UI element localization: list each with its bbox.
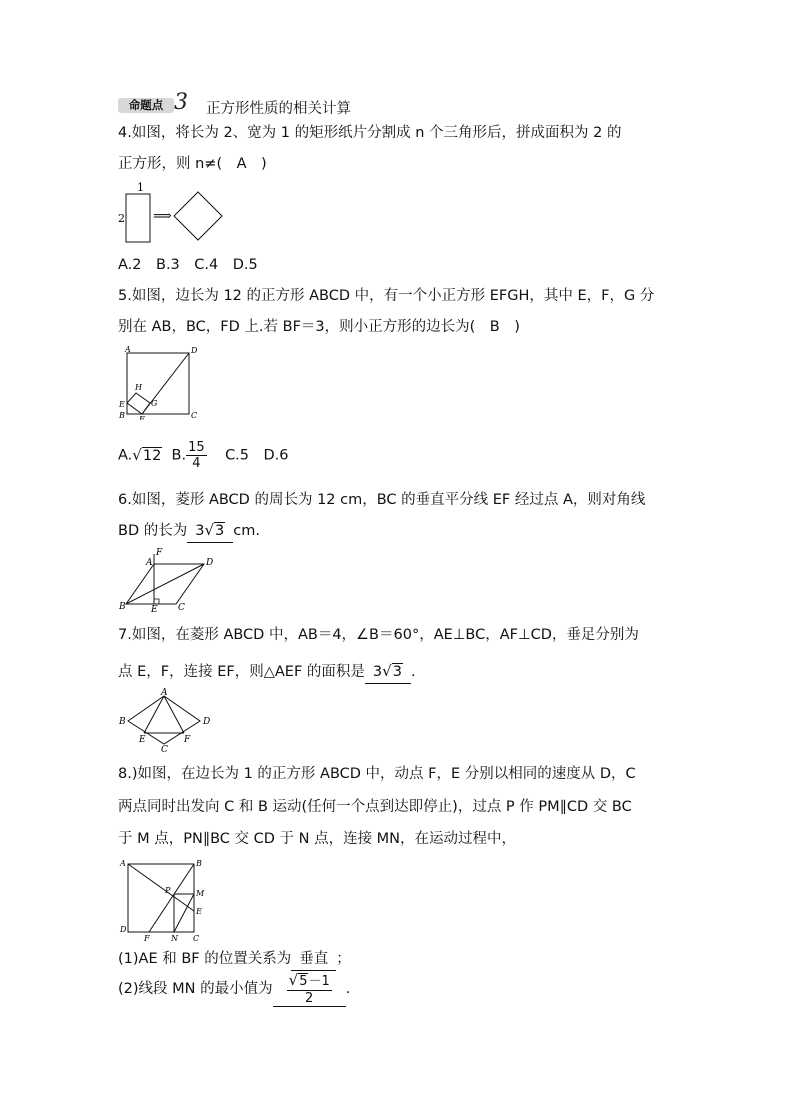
q5-label-b: B	[119, 411, 125, 420]
q4-rectangle	[126, 194, 150, 242]
q7-text-line2	[118, 660, 416, 684]
q4-options: A.2 B.3 C.4 D.5	[118, 257, 258, 273]
q6-text-line2	[118, 519, 260, 543]
q5-opt-b-denominator: 4	[192, 456, 201, 471]
q7-label-a: A	[161, 688, 168, 698]
q5-opt-b-prefix: B.	[171, 447, 187, 464]
sqrt-5: √5	[288, 970, 308, 989]
q8-sub1-suffix: ；	[336, 951, 351, 967]
sqrt-3: √3	[382, 662, 402, 680]
q6-suffix: cm.	[233, 523, 260, 539]
q8-label-a: A	[120, 859, 126, 868]
q7-suffix: .	[410, 664, 416, 680]
q8-sub2-answer	[273, 972, 346, 1007]
q4-top-label: 1	[137, 182, 144, 194]
section-title: 正方形性质的相关计算	[206, 101, 351, 117]
q6-label-a: A	[146, 558, 153, 568]
q8-sub2-prefix: (2)线段 MN 的最小值为	[118, 981, 273, 997]
q8-sub2-denominator: 2	[305, 990, 314, 1006]
q8-text-line2: 两点同时出发向 C 和 B 运动(任何一个点到达即停止)，过点 P 作 PM∥CD 交 BC	[118, 799, 632, 815]
q7-label-d: D	[203, 717, 211, 727]
q5-label-d: D	[191, 346, 198, 355]
q6-label-c: C	[178, 603, 185, 612]
q5-options	[118, 440, 289, 471]
q7-label-f: F	[184, 735, 191, 745]
q8-sub2-num-rest: －1	[308, 973, 330, 989]
q7-label-b: B	[119, 717, 126, 727]
q6-label-d: D	[206, 558, 214, 568]
q4-figure	[116, 182, 236, 246]
q7-answer-coef: 3	[372, 664, 383, 680]
fraction-sqrt5-minus-1-over-2	[287, 970, 332, 1006]
q5-opt-cd: C.5 D.6	[225, 447, 289, 464]
q5-figure	[116, 344, 200, 420]
q7-segment-ae	[144, 696, 164, 733]
sqrt-12: √12	[132, 445, 162, 464]
q5-text-line1: 5.如图，边长为 12 的正方形 ABCD 中，有一个小正方形 EFGH，其中 E，F，G 分	[118, 288, 655, 304]
q8-label-p: P	[165, 886, 171, 895]
q8-segment-ae	[128, 864, 194, 911]
q8-sub2	[118, 972, 350, 1007]
arrow-icon: ⟹	[153, 209, 172, 224]
q6-label-b: B	[119, 602, 126, 612]
q6-diagonal-bd	[126, 564, 204, 604]
q8-segment-bf	[149, 864, 194, 932]
q8-label-f: F	[144, 934, 150, 942]
q5-opt-b-numerator: 15	[188, 440, 205, 455]
q8-sub2-radicand: 5	[299, 973, 308, 989]
q5-text-line2: 别在 AB，BC，FD 上.若 BF＝3，则小正方形的边长为( B )	[118, 319, 520, 335]
q4-left-label: 2	[118, 212, 125, 225]
q5-opt-a-prefix: A.	[118, 447, 133, 464]
q8-label-d: D	[120, 925, 127, 934]
q6-text-line1: 6.如图，菱形 ABCD 的周长为 12 cm，BC 的垂直平分线 EF 经过点 A，则对角线	[118, 492, 646, 508]
q5-label-a: A	[125, 345, 131, 354]
q8-sub1-prefix: (1)AE 和 BF 的位置关系为	[118, 951, 292, 967]
section-badge-number: 3	[174, 90, 188, 115]
q8-label-b: B	[196, 859, 202, 868]
q4-square	[174, 192, 222, 240]
q5-square-efgh	[127, 393, 150, 414]
q7-label-c: C	[161, 745, 168, 752]
q6-answer-coef: 3	[195, 523, 205, 539]
q6-label-e: E	[151, 605, 158, 612]
q7-label-e: E	[139, 735, 146, 745]
section-badge-label: 命题点	[118, 98, 174, 113]
q4-text-line2: 正方形，则 n≠( A )	[118, 156, 267, 172]
q8-sub1	[118, 948, 351, 971]
q8-label-n: N	[171, 934, 178, 942]
q7-segment-af	[164, 696, 184, 733]
q8-text-line3: 于 M 点，PN∥BC 交 CD 于 N 点，连接 MN，在运动过程中，	[118, 831, 517, 847]
q4-text-line1: 4.如图，将长为 2、宽为 1 的矩形纸片分割成 n 个三角形后，拼成面积为 2 的	[118, 125, 622, 141]
q6-answer-radicand: 3	[215, 523, 225, 539]
sqrt-3: √3	[204, 521, 225, 539]
q8-sub2-suffix: .	[345, 981, 351, 997]
q7-figure	[116, 688, 220, 752]
section-badge	[118, 90, 196, 116]
q8-square-abcd	[128, 864, 194, 932]
q6-figure	[116, 546, 220, 612]
q8-sub1-answer: 垂直	[291, 948, 336, 971]
q7-answer	[365, 660, 411, 684]
q8-label-e: E	[196, 907, 202, 916]
q7-prefix: 点 E，F，连接 EF，则△AEF 的面积是	[118, 664, 365, 680]
q5-label-f: F	[139, 415, 145, 420]
q8-figure	[116, 856, 212, 942]
q5-label-e: E	[119, 400, 125, 409]
fraction-15-4	[186, 440, 207, 471]
q5-label-g: G	[151, 399, 158, 408]
q8-label-c: C	[193, 934, 200, 942]
q5-label-c: C	[191, 411, 198, 420]
q5-label-h: H	[135, 383, 142, 392]
q8-text-line1: 8.)如图，在边长为 1 的正方形 ABCD 中，动点 F，E 分别以相同的速度从 D，C	[118, 766, 636, 782]
q7-answer-radicand: 3	[392, 664, 402, 680]
q6-answer	[187, 519, 233, 543]
q8-label-m: M	[196, 889, 205, 898]
right-angle-icon	[154, 599, 159, 604]
q6-label-f: F	[156, 548, 163, 558]
q8-segment-mn	[174, 894, 194, 932]
q6-prefix: BD 的长为	[118, 523, 188, 539]
q5-opt-a-radicand: 12	[142, 447, 162, 464]
q7-text-line1: 7.如图，在菱形 ABCD 中，AB＝4，∠B＝60°，AE⊥BC，AF⊥CD，垂足分别为	[118, 627, 639, 643]
